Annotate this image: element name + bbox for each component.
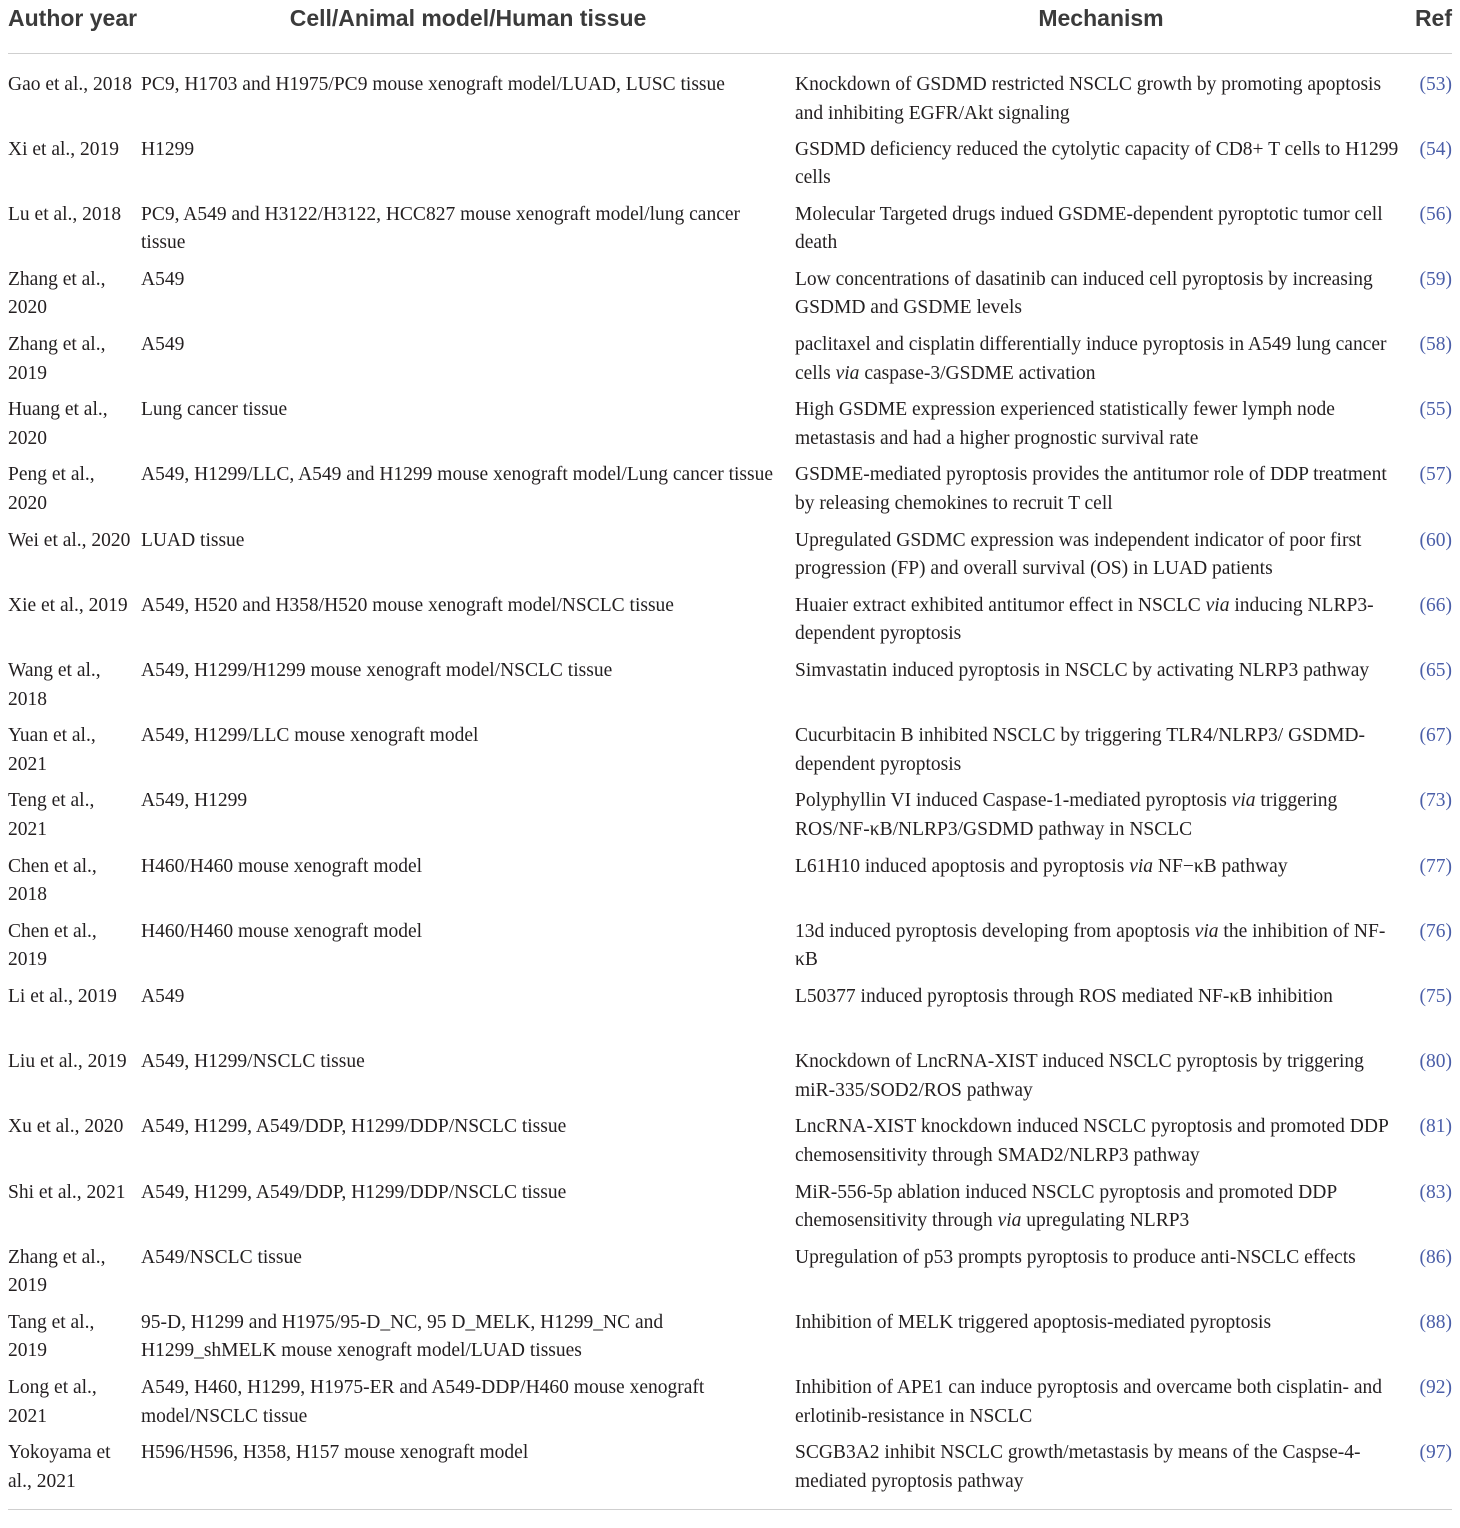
mechanism-cell: L61H10 induced apoptosis and pyroptosis via NF−κB pathway xyxy=(795,855,1288,877)
model-cell: A549, H460, H1299, H1975-ER and A549-DDP/H460 mouse xenograft model/NSCLC tissue xyxy=(141,1377,705,1427)
table-row xyxy=(8,1309,1452,1374)
ref-link[interactable]: (67) xyxy=(1419,725,1452,747)
table-row xyxy=(8,1244,1452,1309)
author-cell: Gao et al., 2018 xyxy=(8,74,133,95)
model-cell: H596/H596, H358, H157 mouse xenograft model xyxy=(141,1442,529,1464)
table-row xyxy=(8,1439,1452,1509)
author-cell: Wang et al., 2018 xyxy=(8,660,101,710)
table-row xyxy=(8,722,1452,787)
mechanism-cell: MiR-556-5p ablation induced NSCLC pyroptosis and promoted DDP chemosensitivity through via upregulating NLRP3 xyxy=(795,1181,1337,1231)
model-cell: A549, H1299, A549/DDP, H1299/DDP/NSCLC tissue xyxy=(141,1116,567,1138)
table-row xyxy=(8,918,1452,983)
author-cell: Li et al., 2019 xyxy=(8,985,117,1007)
mechanism-cell: Knockdown of LncRNA-XIST induced NSCLC pyroptosis by triggering miR-335/SOD2/ROS pathway xyxy=(795,1051,1364,1101)
mechanism-cell: LncRNA-XIST knockdown induced NSCLC pyroptosis and promoted DDP chemosensitivity through SMAD2/NLRP3 pathway xyxy=(795,1116,1389,1166)
table-row xyxy=(8,983,1452,1048)
table-bottom-rule xyxy=(8,1509,1452,1510)
table-row xyxy=(8,461,1452,526)
mechanism-cell: Knockdown of GSDMD restricted NSCLC growth by promoting apoptosis and inhibiting EGFR/Akt signaling xyxy=(795,74,1382,124)
ref-link[interactable]: (92) xyxy=(1419,1377,1452,1399)
table-header xyxy=(8,0,1452,54)
table-row xyxy=(8,853,1452,918)
model-cell: A549 xyxy=(141,985,185,1007)
ref-link[interactable]: (77) xyxy=(1419,855,1452,877)
table-row xyxy=(8,1113,1452,1178)
ref-link[interactable]: (81) xyxy=(1419,1116,1452,1138)
author-cell: Wei et al., 2020 xyxy=(8,529,131,551)
model-cell: A549, H1299, A549/DDP, H1299/DDP/NSCLC tissue xyxy=(141,1181,567,1203)
table-row xyxy=(8,396,1452,461)
table-row xyxy=(8,1048,1452,1113)
model-cell: H1299 xyxy=(141,138,195,160)
author-cell: Zhang et al., 2019 xyxy=(8,1246,106,1297)
header-cell-model: Cell/Animal model/Human tissue xyxy=(141,0,795,54)
mechanism-cell: Low concentrations of dasatinib can induced cell pyroptosis by increasing GSDMD and GSDME levels xyxy=(795,268,1373,319)
model-cell: A549/NSCLC tissue xyxy=(141,1246,302,1268)
author-cell: Lu et al., 2018 xyxy=(8,203,122,225)
author-cell: Long et al., 2021 xyxy=(8,1377,97,1427)
header-row xyxy=(8,0,1452,54)
mechanism-cell: 13d induced pyroptosis developing from apoptosis via the inhibition of NF-κB xyxy=(795,920,1386,971)
table-row xyxy=(8,331,1452,396)
mechanism-cell: Inhibition of MELK triggered apoptosis-mediated pyroptosis xyxy=(795,1311,1272,1333)
ref-link[interactable]: (80) xyxy=(1419,1051,1452,1073)
table-row xyxy=(8,787,1452,852)
model-cell: A549 xyxy=(141,334,185,356)
table-row xyxy=(8,201,1452,266)
model-cell: A549 xyxy=(141,268,185,290)
mechanism-cell: L50377 induced pyroptosis through ROS mediated NF-κB inhibition xyxy=(795,985,1333,1007)
author-cell: Xu et al., 2020 xyxy=(8,1116,124,1138)
ref-link[interactable]: (66) xyxy=(1419,594,1452,616)
author-cell: Teng et al., 2021 xyxy=(8,790,95,840)
model-cell: LUAD tissue xyxy=(141,529,245,551)
pyroptosis-studies-table xyxy=(8,0,1452,1509)
model-cell: A549, H520 and H358/H520 mouse xenograft model/NSCLC tissue xyxy=(141,594,674,616)
model-cell: A549, H1299 xyxy=(141,790,248,812)
author-cell: Zhang et al., 2019 xyxy=(8,334,106,384)
author-cell: Chen et al., 2019 xyxy=(8,920,97,971)
author-cell: Huang et al., 2020 xyxy=(8,399,108,449)
ref-link[interactable]: (53) xyxy=(1419,74,1452,95)
ref-link[interactable]: (54) xyxy=(1419,138,1452,160)
author-cell: Yuan et al., 2021 xyxy=(8,725,96,775)
author-cell: Tang et al., 2019 xyxy=(8,1311,95,1362)
table-body xyxy=(8,54,1452,1510)
mechanism-cell: Simvastatin induced pyroptosis in NSCLC by activating NLRP3 pathway xyxy=(795,660,1370,681)
author-cell: Zhang et al., 2020 xyxy=(8,268,106,319)
mechanism-cell: Polyphyllin VI induced Caspase-1-mediated pyroptosis via triggering ROS/NF-κB/NLRP3/GSDMD pathway in NSCLC xyxy=(795,790,1338,840)
mechanism-cell: GSDMD deficiency reduced the cytolytic capacity of CD8+ T cells to H1299 cells xyxy=(795,138,1399,188)
author-cell: Chen et al., 2018 xyxy=(8,855,97,906)
author-cell: Yokoyama et al., 2021 xyxy=(8,1442,111,1492)
table-row xyxy=(8,1179,1452,1244)
ref-link[interactable]: (97) xyxy=(1419,1442,1452,1464)
ref-link[interactable]: (56) xyxy=(1419,203,1452,225)
ref-link[interactable]: (75) xyxy=(1419,985,1452,1007)
model-cell: A549, H1299/LLC, A549 and H1299 mouse xenograft model/Lung cancer tissue xyxy=(141,464,774,486)
ref-link[interactable]: (59) xyxy=(1419,268,1452,290)
model-cell: A549, H1299/NSCLC tissue xyxy=(141,1051,365,1073)
header-ref: Ref xyxy=(1407,0,1452,54)
ref-link[interactable]: (55) xyxy=(1419,399,1452,421)
model-cell: A549, H1299/H1299 mouse xenograft model/NSCLC tissue xyxy=(141,660,613,681)
table-row xyxy=(8,527,1452,592)
ref-link[interactable]: (58) xyxy=(1419,334,1452,356)
table-row xyxy=(8,136,1452,201)
table-container xyxy=(8,0,1452,1510)
table-row xyxy=(8,266,1452,331)
table-row xyxy=(8,54,1452,136)
mechanism-cell: Huaier extract exhibited antitumor effect in NSCLC via inducing NLRP3-dependent pyroptosis xyxy=(795,594,1374,645)
ref-link[interactable]: (83) xyxy=(1419,1181,1452,1203)
mechanism-cell: Inhibition of APE1 can induce pyroptosis and overcame both cisplatin- and erlotinib-resistance in NSCLC xyxy=(795,1377,1383,1427)
mechanism-cell: GSDME-mediated pyroptosis provides the antitumor role of DDP treatment by releasing chemokines to recruit T cell xyxy=(795,464,1387,514)
ref-link[interactable]: (65) xyxy=(1419,660,1452,681)
author-cell: Peng et al., 2020 xyxy=(8,464,95,514)
header-author-year: Author year xyxy=(8,0,141,54)
table-row xyxy=(8,1374,1452,1439)
table-row xyxy=(8,592,1452,657)
ref-link[interactable]: (60) xyxy=(1419,529,1452,551)
mechanism-cell: High GSDME expression experienced statistically fewer lymph node metastasis and had a higher prognostic survival rate xyxy=(795,399,1335,449)
mechanism-cell: Upregulation of p53 prompts pyroptosis to produce anti-NSCLC effects xyxy=(795,1246,1356,1268)
model-cell: A549, H1299/LLC mouse xenograft model xyxy=(141,725,479,747)
author-cell: Shi et al., 2021 xyxy=(8,1181,126,1203)
model-cell: H460/H460 mouse xenograft model xyxy=(141,855,423,877)
ref-link[interactable]: (86) xyxy=(1419,1246,1452,1268)
author-cell: Xi et al., 2019 xyxy=(8,138,120,160)
model-cell: Lung cancer tissue xyxy=(141,399,288,421)
model-cell: H460/H460 mouse xenograft model xyxy=(141,920,423,942)
mechanism-cell: SCGB3A2 inhibit NSCLC growth/metastasis by means of the Caspse-4-mediated pyroptosis pathway xyxy=(795,1442,1361,1492)
mechanism-cell: paclitaxel and cisplatin differentially induce pyroptosis in A549 lung cancer cells via caspase-3/GSDME activation xyxy=(795,334,1387,384)
author-cell: Xie et al., 2019 xyxy=(8,594,128,616)
author-cell: Liu et al., 2019 xyxy=(8,1051,127,1073)
mechanism-cell: Upregulated GSDMC expression was independent indicator of poor first progression (FP) and overall survival (OS) in LUAD patients xyxy=(795,529,1362,580)
ref-link[interactable]: (73) xyxy=(1419,790,1452,812)
model-cell: PC9, H1703 and H1975/PC9 mouse xenograft model/LUAD, LUSC tissue xyxy=(141,74,725,95)
header-mechanism: Mechanism xyxy=(795,0,1407,54)
table-row xyxy=(8,657,1452,722)
ref-link[interactable]: (88) xyxy=(1419,1311,1452,1333)
ref-link[interactable]: (57) xyxy=(1419,464,1452,486)
model-cell: PC9, A549 and H3122/H3122, HCC827 mouse xenograft model/lung cancer tissue xyxy=(141,203,741,254)
mechanism-cell: Molecular Targeted drugs indued GSDME-dependent pyroptotic tumor cell death xyxy=(795,203,1383,254)
mechanism-cell: Cucurbitacin B inhibited NSCLC by triggering TLR4/NLRP3/ GSDMD-dependent pyroptosis xyxy=(795,725,1366,775)
ref-link[interactable]: (76) xyxy=(1419,920,1452,942)
model-cell: 95-D, H1299 and H1975/95-D_NC, 95 D_MELK, H1299_NC and H1299_shMELK mouse xenograft model/LUAD tissues xyxy=(141,1311,664,1362)
